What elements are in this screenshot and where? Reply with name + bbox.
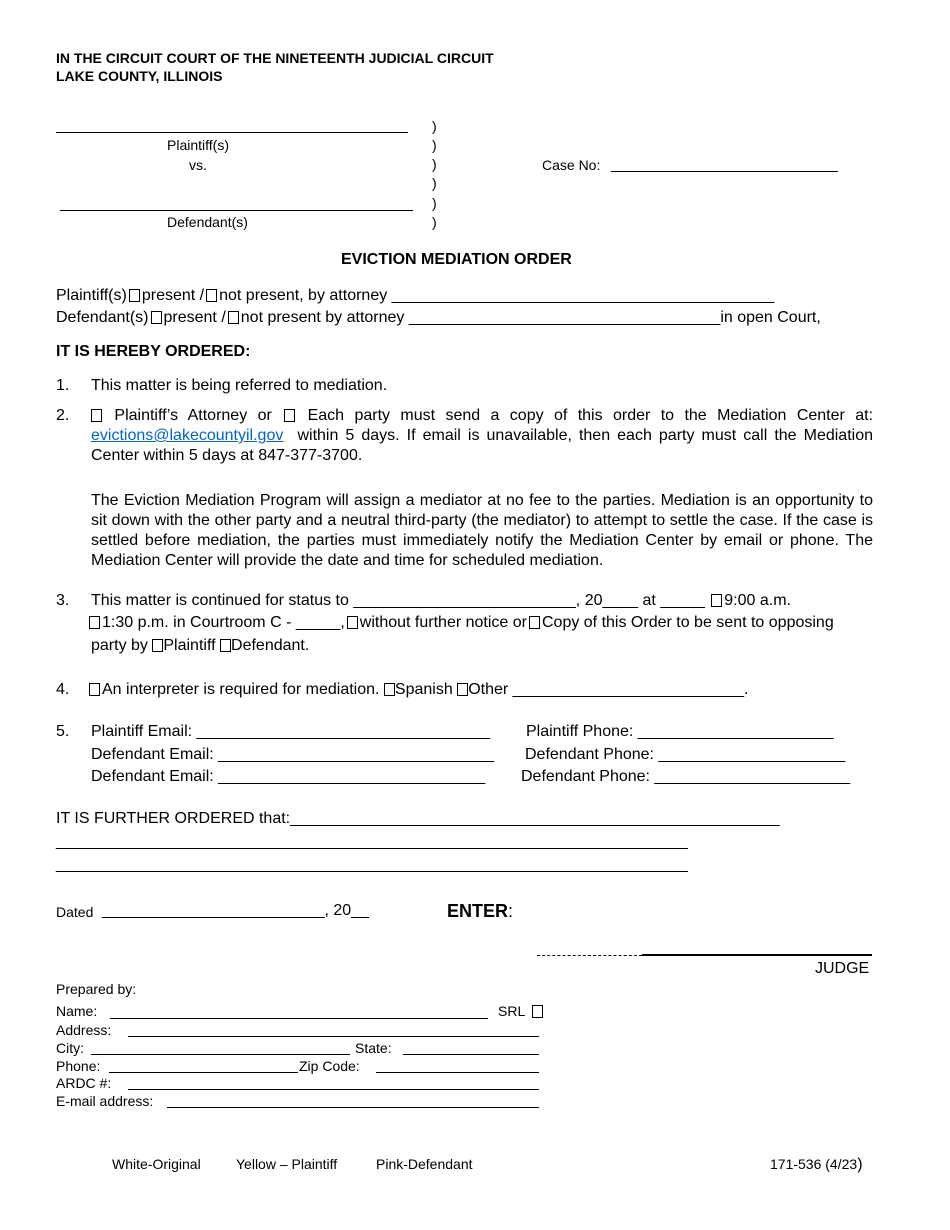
form-number-text: 171-536 (4/23 — [770, 1156, 858, 1172]
copy-yellow: Yellow – Plaintiff — [236, 1156, 338, 1172]
by-defendant-checkbox[interactable] — [220, 639, 231, 652]
case-no-field[interactable] — [611, 171, 838, 172]
item-3-line3 — [91, 637, 309, 655]
email-field[interactable] — [167, 1107, 539, 1108]
by-plaintiff-label: Plaintiff — [163, 637, 216, 654]
plaintiff-phone-field[interactable]: Plaintiff Phone: ______________________ — [526, 723, 834, 740]
time-130pm-checkbox[interactable] — [89, 616, 100, 629]
vs-label: vs. — [189, 157, 207, 173]
without-notice-checkbox[interactable] — [347, 616, 358, 629]
defendant-line[interactable] — [60, 210, 413, 211]
time-9am-checkbox[interactable] — [711, 594, 722, 607]
judge-label: JUDGE — [815, 960, 870, 977]
plaintiff-email-field[interactable]: Plaintiff Email: _________________________________ — [91, 723, 491, 740]
caption-paren: ) — [432, 214, 437, 230]
srl-checkbox[interactable] — [532, 1005, 543, 1018]
dated-blank[interactable]: _________________________ — [102, 902, 325, 919]
address-field[interactable] — [128, 1036, 539, 1037]
item-3-line2 — [89, 614, 834, 632]
defendant-phone-field[interactable]: Defendant Phone: ______________________ — [521, 768, 851, 785]
status-date-text: This matter is continued for status to _________________________, 20____ at _____ — [91, 592, 705, 609]
zip-field[interactable] — [376, 1072, 539, 1073]
item-number: 3. — [56, 592, 70, 609]
other-language-checkbox[interactable] — [457, 683, 468, 696]
county-name: LAKE COUNTY, ILLINOIS — [56, 68, 223, 84]
caption-paren: ) — [432, 156, 437, 172]
judge-signature-dashed — [537, 955, 642, 956]
email-label: E-mail address: — [56, 1093, 154, 1109]
in-open-court-label: in open Court, — [720, 309, 821, 326]
plaintiff-attorney-label: Plaintiff’s Attorney or — [114, 407, 272, 424]
dated-year[interactable]: , 20__ — [324, 902, 369, 919]
page-title: EVICTION MEDIATION ORDER — [341, 251, 572, 268]
other-language-label: Other __________________________. — [468, 681, 749, 698]
interpreter-checkbox[interactable] — [89, 683, 100, 696]
item-2-text — [91, 406, 873, 466]
spanish-label: Spanish — [394, 681, 453, 698]
copy-pink: Pink-Defendant — [376, 1156, 473, 1172]
each-party-checkbox[interactable] — [284, 409, 295, 422]
enter-label — [447, 901, 513, 922]
phone-label: Phone: — [56, 1058, 101, 1074]
item-2-instructions-cont: within 5 days. If email is unavailable, then each party must call the Mediation Center within 5 days at 847-377-3700. — [91, 427, 873, 464]
defendant-email-field[interactable]: Defendant Email: _______________________________ — [91, 746, 495, 763]
defendant-present-label: present / — [163, 309, 226, 326]
item-number: 2. — [56, 407, 70, 424]
enter-colon: : — [508, 901, 514, 921]
ardc-field[interactable] — [128, 1089, 539, 1090]
ordered-heading: IT IS HEREBY ORDERED: — [56, 343, 251, 360]
caption-paren: ) — [432, 137, 437, 153]
further-ordered-label: IT IS FURTHER ORDERED that: — [56, 810, 291, 827]
time-9am-label: 9:00 a.m. — [724, 592, 791, 609]
ardc-label: ARDC #: — [56, 1075, 112, 1091]
further-ordered-field[interactable]: _______________________________________________________ — [290, 810, 780, 827]
phone-field[interactable] — [109, 1072, 298, 1073]
defendant-email-field[interactable]: Defendant Email: ______________________________ — [91, 768, 486, 785]
interpreter-label: An interpreter is required for mediation. — [102, 681, 380, 698]
enter-text: ENTER — [447, 901, 509, 921]
item-number: 4. — [56, 681, 70, 698]
plaintiff-not-present-label: not present, by attorney ___________________________________________ — [219, 287, 775, 304]
state-field[interactable] — [403, 1054, 539, 1055]
by-plaintiff-checkbox[interactable] — [152, 639, 163, 652]
state-label: State: — [355, 1040, 392, 1056]
item-number: 5. — [56, 723, 70, 740]
srl-label: SRL — [498, 1003, 526, 1019]
defendant-label: Defendant(s) — [167, 214, 248, 230]
dated-label: Dated — [56, 904, 94, 920]
by-defendant-label: Defendant. — [231, 637, 310, 654]
item-2-instructions: Each party must send a copy of this order to the Mediation Center at: — [307, 407, 874, 424]
name-label: Name: — [56, 1003, 98, 1019]
defendant-not-present-checkbox[interactable] — [228, 311, 239, 324]
plaintiff-line[interactable] — [56, 132, 408, 133]
caption-paren: ) — [432, 118, 437, 134]
party-by-label: party by — [91, 637, 148, 654]
defendant-phone-field[interactable]: Defendant Phone: _____________________ — [525, 746, 846, 763]
prepared-by-label: Prepared by: — [56, 981, 137, 997]
spanish-checkbox[interactable] — [384, 683, 395, 696]
form-number — [770, 1156, 863, 1174]
item-number: 1. — [56, 377, 70, 394]
item-1-text: This matter is being referred to mediation. — [91, 377, 388, 394]
time-130pm-label: 1:30 p.m. in Courtroom C - _____, — [102, 614, 345, 631]
further-ordered — [56, 810, 780, 828]
further-ordered-line[interactable]: _______________________________________________________________________ — [56, 833, 688, 850]
form-number-paren: ) — [857, 1156, 863, 1173]
address-label: Address: — [56, 1022, 112, 1038]
city-field[interactable] — [91, 1054, 350, 1055]
copy-of-order-label: Copy of this Order to be sent to opposing — [541, 614, 834, 631]
defendant-appearance-label: Defendant(s) — [56, 309, 149, 326]
judge-signature-line[interactable] — [642, 954, 872, 956]
plaintiff-label: Plaintiff(s) — [167, 137, 229, 153]
defendant-not-present-label: not present by attorney ___________________________________ — [240, 309, 721, 326]
dated-field — [102, 902, 369, 920]
without-notice-label: without further notice or — [359, 614, 527, 631]
defendant-present-checkbox[interactable] — [151, 311, 162, 324]
city-label: City: — [56, 1040, 84, 1056]
name-field[interactable] — [110, 1018, 488, 1019]
plaintiff-present-label: present / — [141, 287, 205, 304]
copy-white: White-Original — [112, 1156, 201, 1172]
case-no-label: Case No: — [542, 157, 601, 173]
mediation-program-paragraph: The Eviction Mediation Program will assign a mediator at no fee to the parties. Mediation is an opportunity to sit down with the other party and a neutral third-party (the mediator) to attempt to settle the case. If the case is settled before mediation, the parties must immediately notify the Mediation Center by email or phone. The Mediation Center will provide the date and time for scheduled mediation. — [91, 492, 873, 569]
zip-label: Zip Code: — [299, 1058, 360, 1074]
plaintiff-not-present-checkbox[interactable] — [206, 289, 217, 302]
plaintiff-appearance — [56, 287, 774, 305]
plaintiff-attorney-checkbox[interactable] — [91, 409, 102, 422]
further-ordered-line[interactable]: _______________________________________________________________________ — [56, 856, 688, 873]
caption-paren: ) — [432, 175, 437, 191]
item-3-line1 — [91, 592, 791, 610]
court-name: IN THE CIRCUIT COURT OF THE NINETEENTH JUDICIAL CIRCUIT — [56, 50, 494, 66]
copy-of-order-checkbox[interactable] — [529, 616, 540, 629]
caption-paren: ) — [432, 195, 437, 211]
defendant-appearance — [56, 309, 821, 327]
mediation-email-link[interactable]: evictions@lakecountyil.gov — [91, 427, 284, 444]
plaintiff-appearance-label: Plaintiff(s) — [56, 287, 127, 304]
plaintiff-present-checkbox[interactable] — [129, 289, 140, 302]
item-4-line — [89, 681, 748, 699]
